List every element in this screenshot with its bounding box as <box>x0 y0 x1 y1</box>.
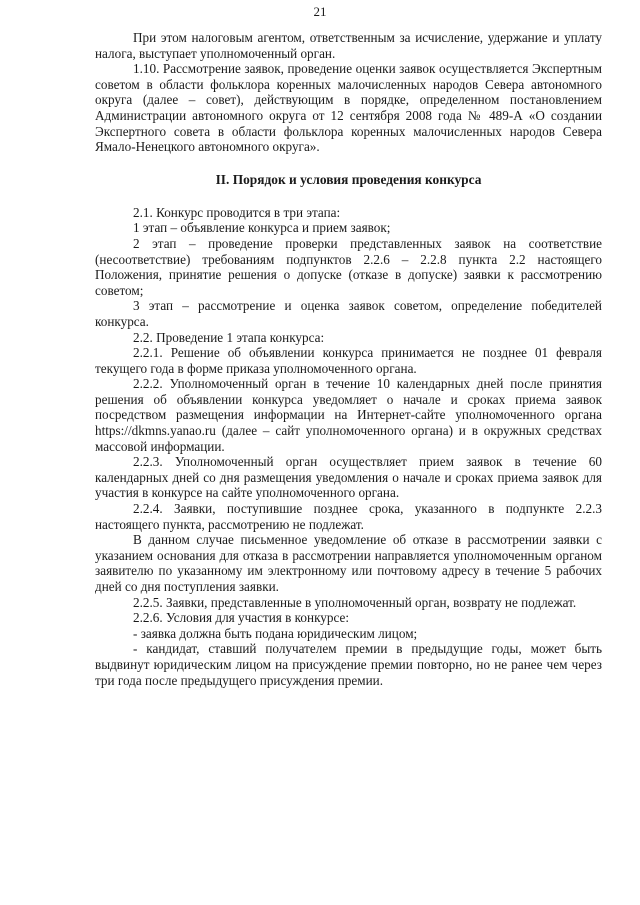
paragraph-condition-repeat-award: - кандидат, ставший получателем премии в предыдущие годы, может быть выдвинут юридическим лицом на присуждение премии повторно, но не ранее чем через три года после предыдущего присуждения премии. <box>95 641 602 688</box>
paragraph-2-2: 2.2. Проведение 1 этапа конкурса: <box>133 329 325 345</box>
paragraph-refusal-notice: В данном случае письменное уведомление об отказе в рассмотрении заявки с указанием основания для отказа в рассмотрении направляется уполномоченным органом заявителю по указанному им электронному или почтовому адресу в течение 5 рабочих дней со дня поступления заявки. <box>95 532 602 594</box>
document-body <box>95 30 602 688</box>
paragraph-stage-2: 2 этап – проведение проверки представленных заявок на соответствие (несоответствие) требованиям подпунктов 2.2.6 – 2.2.8 пункта 2.2 настоящего Положения, принятие решения о допуске (отказе в допуске) заявки к рассмотрению советом; <box>95 235 602 298</box>
paragraph-2-2-2: 2.2.2. Уполномоченный орган в течение 10 календарных дней после принятия решения об объявлении конкурса уведомляет о начале и сроках приема заявок посредством размещения информации на Интернет-сайте уполномоченного органа https://dkmns.yanao.ru (далее – сайт уполномоченного органа) и в окружных средствах массовой информации. <box>95 376 602 454</box>
paragraph-tax-agent: При этом налоговым агентом, ответственным за исчисление, удержание и уплату налога, выступает уполномоченный орган. <box>95 30 602 61</box>
paragraph-2-2-5: 2.2.5. Заявки, представленные в уполномоченный орган, возврату не подлежат. <box>133 594 577 610</box>
paragraph-stage-1: 1 этап – объявление конкурса и прием заявок; <box>133 220 391 236</box>
paragraph-stage-3: 3 этап – рассмотрение и оценка заявок советом, определение победителей конкурса. <box>95 298 602 329</box>
paragraph-2-1: 2.1. Конкурс проводится в три этапа: <box>133 204 341 220</box>
section-heading: II. Порядок и условия проведения конкурса <box>215 171 482 187</box>
paragraph-2-2-3: 2.2.3. Уполномоченный орган осуществляет прием заявок в течение 60 календарных дней со дня размещения уведомления о начале и сроках приема заявок для участия в конкурсе на сайте уполномоченного органа. <box>95 454 602 501</box>
page-number: 21 <box>313 4 327 19</box>
paragraph-1-10: 1.10. Рассмотрение заявок, проведение оценки заявок осуществляется Экспертным советом в области фольклора коренных малочисленных народов Севера автономного округа (далее – совет), действующим в порядке, определенном постановлением Администрации автономного округа от 12 сентября 2008 года № 489-А «О создании Экспертного совета в области фольклора коренных малочисленных народов Севера Ямало-Ненецкого автономного округа». <box>95 61 602 155</box>
paragraph-2-2-6: 2.2.6. Условия для участия в конкурсе: <box>133 610 350 626</box>
paragraph-2-2-1: 2.2.1. Решение об объявлении конкурса принимается не позднее 01 февраля текущего года в форме приказа уполномоченного органа. <box>95 345 602 376</box>
paragraph-condition-legal-entity: - заявка должна быть подана юридическим лицом; <box>133 625 418 641</box>
paragraph-2-2-4: 2.2.4. Заявки, поступившие позднее срока, указанного в подпункте 2.2.3 настоящего пункта, рассмотрению не подлежат. <box>95 501 602 532</box>
